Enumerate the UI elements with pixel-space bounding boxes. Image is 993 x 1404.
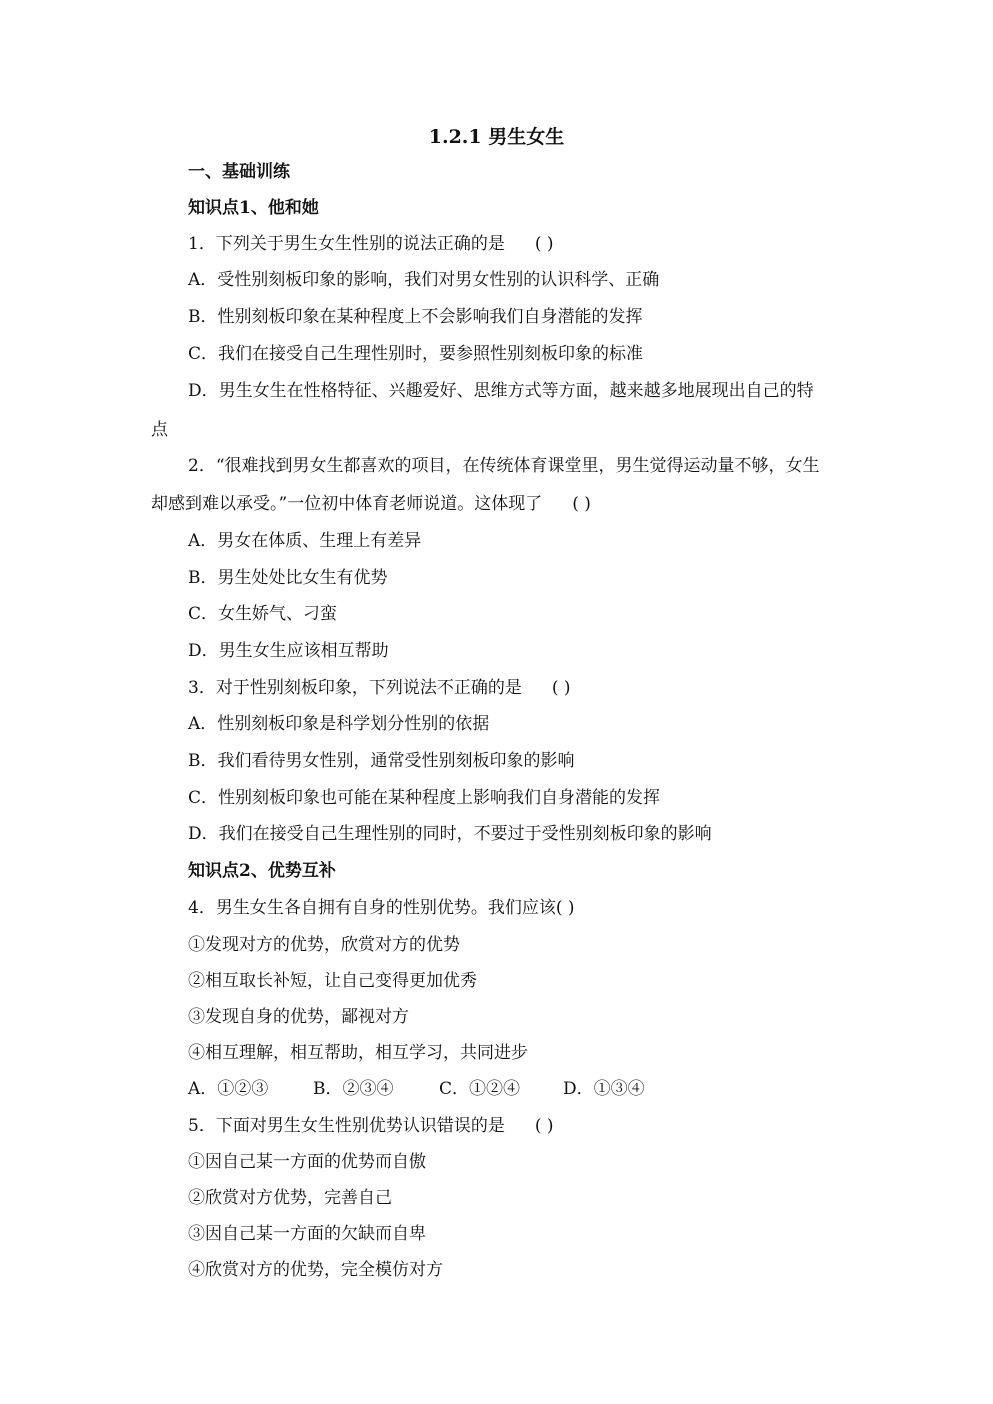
option-b: B．②③④ bbox=[313, 1079, 394, 1099]
question-stem-text: 1．下列关于男生女生性别的说法正确的是 bbox=[188, 234, 505, 254]
question-5-statement-2: ②欣赏对方优势，完善自己 bbox=[188, 1188, 392, 1208]
question-2-option-a: A．男女在体质、生理上有差异 bbox=[188, 531, 422, 551]
question-1-option-a: A．受性别刻板印象的影响，我们对男女性别的认识科学、正确 bbox=[188, 270, 660, 290]
question-3-option-a: A．性别刻板印象是科学划分性别的依据 bbox=[188, 714, 490, 734]
question-2-option-b: B．男生处处比女生有优势 bbox=[188, 568, 388, 588]
knowledge-point-heading: 知识点1、他和她 bbox=[188, 198, 319, 218]
question-5-statement-1: ①因自己某一方面的优势而自傲 bbox=[188, 1152, 426, 1172]
question-stem-text: 却感到难以承受。”一位初中体育老师说道。这体现了 bbox=[151, 494, 543, 514]
knowledge-point-heading: 知识点2、优势互补 bbox=[188, 861, 336, 881]
option-c: C．①②④ bbox=[439, 1079, 521, 1099]
question-5-stem bbox=[188, 1114, 554, 1138]
question-5-statement-3: ③因自己某一方面的欠缺而自卑 bbox=[188, 1224, 426, 1244]
question-4-statement-3: ③发现自身的优势，鄙视对方 bbox=[188, 1007, 409, 1027]
question-3-option-c: C．性别刻板印象也可能在某种程度上影响我们自身潜能的发挥 bbox=[188, 788, 661, 808]
question-5-statement-4: ④欣赏对方的优势，完全模仿对方 bbox=[188, 1260, 443, 1280]
question-stem-text: 5．下面对男生女生性别优势认识错误的是 bbox=[188, 1116, 505, 1136]
answer-blank: ( ) bbox=[534, 234, 554, 254]
page-title: 1.2.1 男生女生 bbox=[428, 126, 565, 148]
answer-blank: ( ) bbox=[551, 678, 571, 698]
option-d: D．①③④ bbox=[563, 1079, 645, 1099]
question-2-option-d: D．男生女生应该相互帮助 bbox=[188, 641, 389, 661]
question-stem-text: 3．对于性别刻板印象，下列说法不正确的是 bbox=[188, 678, 522, 698]
question-4-stem: 4．男生女生各自拥有自身的性别优势。我们应该( ) bbox=[188, 898, 575, 918]
question-1-option-c: C．我们在接受自己生理性别时，要参照性别刻板印象的标准 bbox=[188, 344, 644, 364]
question-1-stem bbox=[188, 232, 554, 256]
question-2-option-c: C．女生娇气、刁蛮 bbox=[188, 604, 338, 624]
question-4-statement-1: ①发现对方的优势，欣赏对方的优势 bbox=[188, 935, 460, 955]
question-2-stem: 2．“很难找到男女生都喜欢的项目，在传统体育课堂里，男生觉得运动量不够，女生 bbox=[188, 456, 820, 476]
question-4-statement-2: ②相互取长补短，让自己变得更加优秀 bbox=[188, 971, 477, 991]
section-heading: 一、基础训练 bbox=[188, 162, 290, 182]
question-1-option-d-continued: 点 bbox=[151, 420, 168, 440]
question-3-stem bbox=[188, 676, 571, 700]
question-4-statement-4: ④相互理解，相互帮助，相互学习，共同进步 bbox=[188, 1043, 528, 1063]
question-1-option-d: D．男生女生在性格特征、兴趣爱好、思维方式等方面，越来越多地展现出自己的特 bbox=[188, 381, 814, 401]
answer-blank: ( ) bbox=[534, 1116, 554, 1136]
answer-blank: ( ) bbox=[572, 494, 591, 514]
question-1-option-b: B．性别刻板印象在某种程度上不会影响我们自身潜能的发挥 bbox=[188, 307, 643, 327]
question-3-option-b: B．我们看待男女性别，通常受性别刻板印象的影响 bbox=[188, 751, 575, 771]
question-4-options bbox=[188, 1077, 645, 1101]
question-2-stem-continued bbox=[151, 492, 591, 516]
question-3-option-d: D．我们在接受自己生理性别的同时，不要过于受性别刻板印象的影响 bbox=[188, 824, 712, 844]
option-a: A．①②③ bbox=[188, 1079, 269, 1099]
